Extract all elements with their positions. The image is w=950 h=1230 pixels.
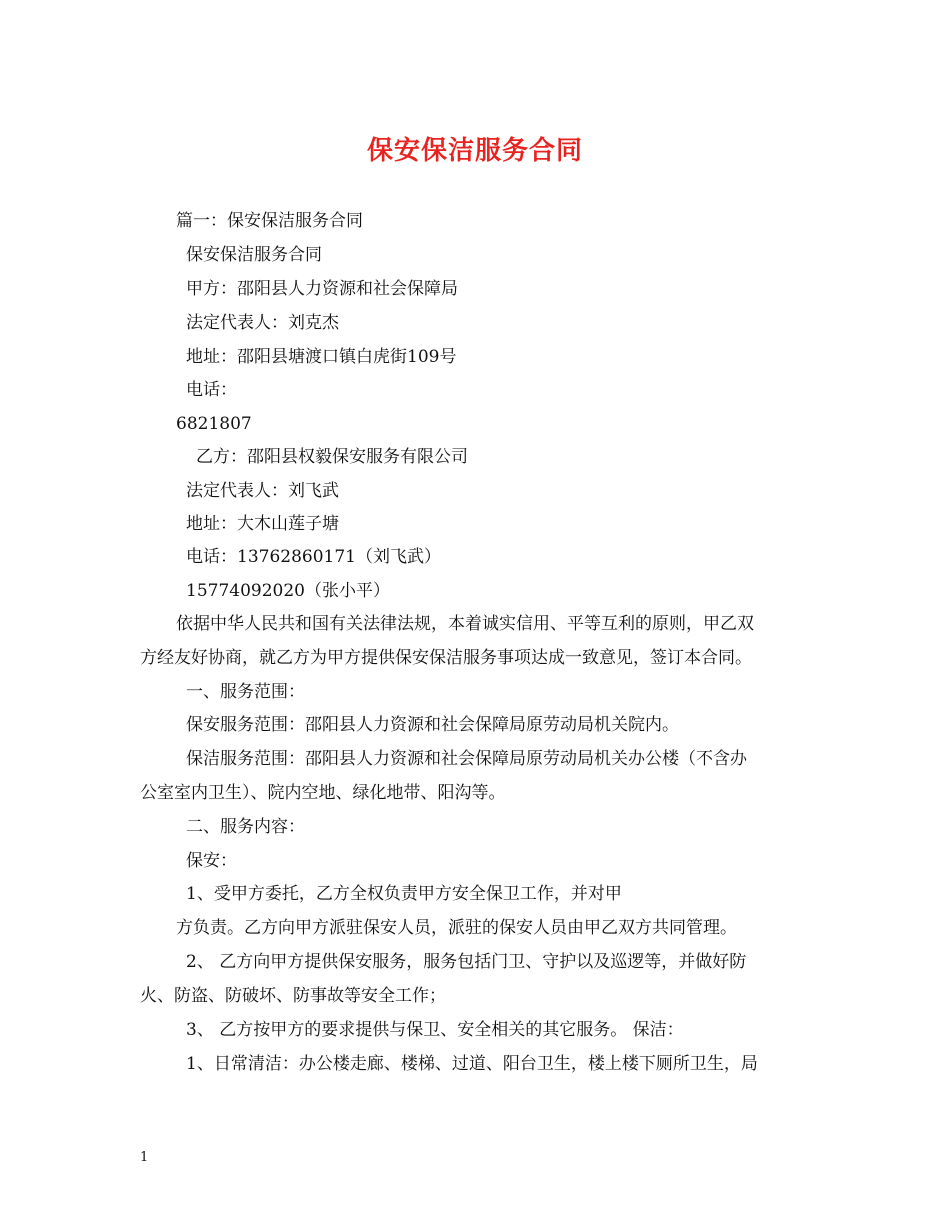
- text-line: 2、 乙方向甲方提供保安服务，服务包括门卫、守护以及巡逻等，并做好防: [186, 952, 747, 972]
- text-line: 法定代表人：刘克杰: [186, 313, 339, 333]
- text-line: 乙方：邵阳县权毅保安服务有限公司: [196, 447, 468, 467]
- text-line: 火、防盗、防破坏、防事故等安全工作；: [140, 986, 446, 1006]
- text-line: 地址：邵阳县塘渡口镇白虎街109号: [186, 347, 457, 367]
- text-line: 保安保洁服务合同: [186, 245, 322, 265]
- text-line: 1、日常清洁：办公楼走廊、楼梯、过道、阳台卫生，楼上楼下厕所卫生，局: [186, 1054, 758, 1074]
- text-line: 方经友好协商，就乙方为甲方提供保安保洁服务事项达成一致意见，签订本合同。: [140, 648, 752, 668]
- document-title: 保安保洁服务合同: [366, 136, 583, 166]
- text-line: 法定代表人：刘飞武: [186, 481, 339, 501]
- text-line: 依据中华人民共和国有关法律法规，本着诚实信用、平等互利的原则，甲乙双: [176, 614, 754, 634]
- text-line: 公室室内卫生）、院内空地、绿化地带、阳沟等。: [140, 783, 506, 803]
- text-line: 电话：: [186, 380, 237, 400]
- text-line: 保安：: [186, 851, 237, 871]
- text-line: 15774092020（张小平）: [186, 581, 390, 601]
- page-number: 1: [140, 1150, 149, 1165]
- text-line: 甲方：邵阳县人力资源和社会保障局: [186, 279, 458, 299]
- text-line: 保安服务范围：邵阳县人力资源和社会保障局原劳动局机关院内。: [186, 715, 679, 735]
- text-line: 地址：大木山莲子塘: [186, 514, 339, 534]
- text-line: 方负责。乙方向甲方派驻保安人员，派驻的保安人员由甲乙双方共同管理。: [176, 918, 737, 938]
- text-line: 一、服务范围：: [186, 682, 305, 702]
- text-line: 二、服务内容：: [186, 817, 305, 837]
- text-line: 3、 乙方按甲方的要求提供与保卫、安全相关的其它服务。 保洁：: [186, 1020, 684, 1040]
- text-line: 保洁服务范围：邵阳县人力资源和社会保障局原劳动局机关办公楼（不含办: [186, 749, 747, 769]
- text-line: 6821807: [176, 414, 252, 434]
- text-line: 电话：13762860171（刘飞武）: [186, 547, 441, 567]
- text-line: 篇一：保安保洁服务合同: [176, 211, 363, 231]
- text-line: 1、受甲方委托，乙方全权负责甲方安全保卫工作，并对甲: [186, 884, 622, 904]
